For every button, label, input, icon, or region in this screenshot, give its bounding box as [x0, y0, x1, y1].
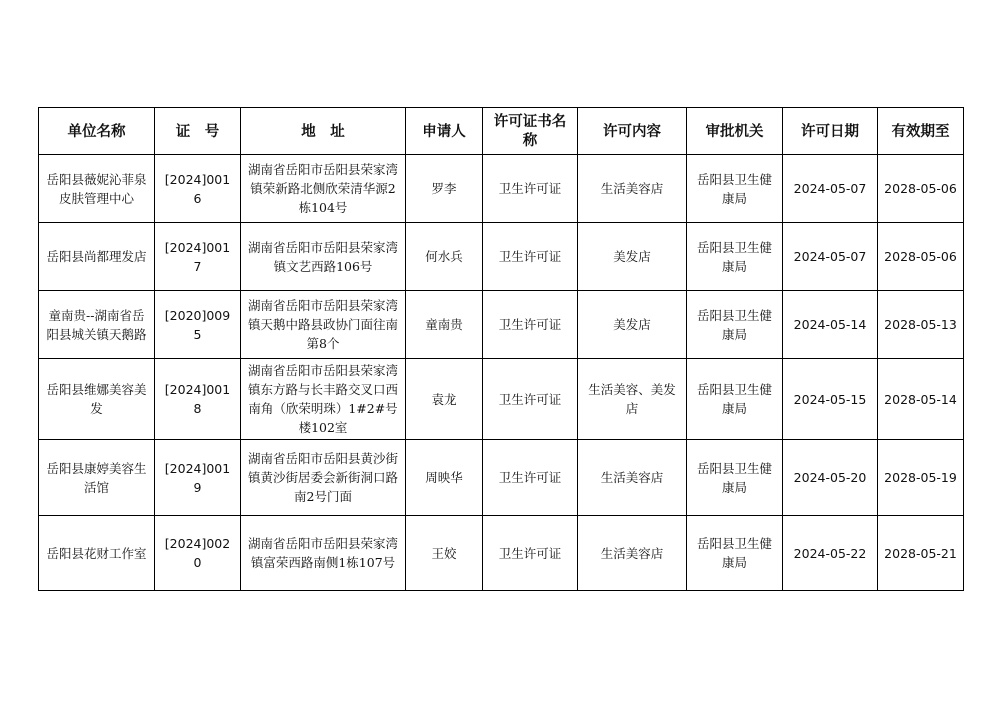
cell-address: 湖南省岳阳市岳阳县荣家湾镇天鹅中路县政协门面往南第8个	[241, 291, 406, 359]
permit-table	[38, 107, 964, 591]
cell-unit: 岳阳县维娜美容美发	[39, 359, 155, 440]
cell-license-name: 卫生许可证	[483, 291, 578, 359]
cell-cert-no: [2024]0020	[155, 516, 241, 591]
cell-unit: 岳阳县尚都理发店	[39, 223, 155, 291]
cell-date: 2024-05-22	[783, 516, 878, 591]
cell-address: 湖南省岳阳市岳阳县荣家湾镇富荣西路南侧1栋107号	[241, 516, 406, 591]
cell-license-name: 卫生许可证	[483, 516, 578, 591]
cell-authority: 岳阳县卫生健康局	[687, 223, 783, 291]
cell-cert-no: [2024]0018	[155, 359, 241, 440]
table-row	[39, 440, 964, 516]
cell-license-name: 卫生许可证	[483, 359, 578, 440]
table-header-row	[39, 108, 964, 155]
cell-applicant: 王姣	[406, 516, 483, 591]
cell-content: 生活美容店	[578, 516, 687, 591]
table-row	[39, 291, 964, 359]
cell-unit: 童南贵--湖南省岳阳县城关镇天鹅路	[39, 291, 155, 359]
cell-authority: 岳阳县卫生健康局	[687, 291, 783, 359]
cell-license-name: 卫生许可证	[483, 223, 578, 291]
cell-license-name: 卫生许可证	[483, 440, 578, 516]
cell-content: 美发店	[578, 291, 687, 359]
cell-unit: 岳阳县花财工作室	[39, 516, 155, 591]
header-applicant: 申请人	[406, 108, 483, 155]
cell-content: 生活美容店	[578, 440, 687, 516]
cell-date: 2024-05-15	[783, 359, 878, 440]
cell-content: 生活美容、美发店	[578, 359, 687, 440]
cell-valid-until: 2028-05-06	[878, 223, 964, 291]
header-content: 许可内容	[578, 108, 687, 155]
header-address: 地 址	[241, 108, 406, 155]
cell-valid-until: 2028-05-06	[878, 155, 964, 223]
cell-content: 生活美容店	[578, 155, 687, 223]
cell-applicant: 罗李	[406, 155, 483, 223]
header-authority: 审批机关	[687, 108, 783, 155]
cell-content: 美发店	[578, 223, 687, 291]
header-date: 许可日期	[783, 108, 878, 155]
cell-valid-until: 2028-05-21	[878, 516, 964, 591]
cell-date: 2024-05-14	[783, 291, 878, 359]
cell-applicant: 袁龙	[406, 359, 483, 440]
cell-date: 2024-05-20	[783, 440, 878, 516]
cell-address: 湖南省岳阳市岳阳县黄沙街镇黄沙街居委会新街洞口路南2号门面	[241, 440, 406, 516]
cell-applicant: 童南贵	[406, 291, 483, 359]
cell-unit: 岳阳县薇妮沁菲泉皮肤管理中心	[39, 155, 155, 223]
header-valid-until: 有效期至	[878, 108, 964, 155]
cell-address: 湖南省岳阳市岳阳县荣家湾镇文艺西路106号	[241, 223, 406, 291]
table-row	[39, 223, 964, 291]
header-license-name: 许可证书名称	[483, 108, 578, 155]
cell-valid-until: 2028-05-14	[878, 359, 964, 440]
cell-applicant: 何水兵	[406, 223, 483, 291]
cell-date: 2024-05-07	[783, 223, 878, 291]
cell-applicant: 周映华	[406, 440, 483, 516]
cell-license-name: 卫生许可证	[483, 155, 578, 223]
cell-cert-no: [2024]0019	[155, 440, 241, 516]
cell-valid-until: 2028-05-13	[878, 291, 964, 359]
table-row	[39, 359, 964, 440]
cell-valid-until: 2028-05-19	[878, 440, 964, 516]
cell-cert-no: [2020]0095	[155, 291, 241, 359]
cell-cert-no: [2024]0017	[155, 223, 241, 291]
cell-authority: 岳阳县卫生健康局	[687, 516, 783, 591]
cell-date: 2024-05-07	[783, 155, 878, 223]
cell-address: 湖南省岳阳市岳阳县荣家湾镇荣新路北侧欣荣清华源2栋104号	[241, 155, 406, 223]
cell-address: 湖南省岳阳市岳阳县荣家湾镇东方路与长丰路交叉口西南角（欣荣明珠）1#2#号楼102室	[241, 359, 406, 440]
table-row	[39, 516, 964, 591]
cell-authority: 岳阳县卫生健康局	[687, 440, 783, 516]
cell-authority: 岳阳县卫生健康局	[687, 359, 783, 440]
cell-authority: 岳阳县卫生健康局	[687, 155, 783, 223]
table-row	[39, 155, 964, 223]
header-cert-no: 证 号	[155, 108, 241, 155]
cell-unit: 岳阳县康婷美容生活馆	[39, 440, 155, 516]
cell-cert-no: [2024]0016	[155, 155, 241, 223]
header-unit: 单位名称	[39, 108, 155, 155]
